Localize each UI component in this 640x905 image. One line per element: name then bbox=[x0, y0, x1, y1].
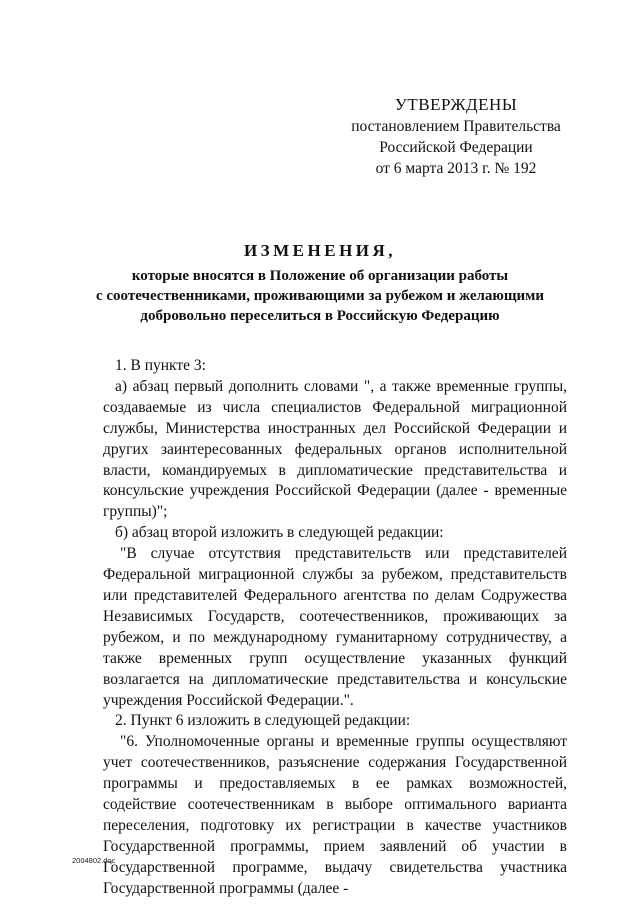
paragraph: а) абзац первый дополнить словами ", а также временные группы, создаваемые из числа специалистов Федеральной миграционной службы, Министерства иностранных дел Российской Федерации и других заинтересованных федеральных органов исполнительной власти, командируемых в дипломатические представительства и консульские учреждения Российской Федерации (далее - временные группы)"; bbox=[103, 377, 567, 521]
approval-line: Российской Федерации bbox=[379, 139, 533, 156]
paragraph: 1. В пункте 3: bbox=[115, 357, 206, 374]
paragraph: б) абзац второй изложить в следующей редакции: bbox=[115, 524, 444, 542]
approval-heading: УТВЕРЖДЕНЫ bbox=[394, 95, 518, 114]
document-body bbox=[103, 356, 567, 900]
subtitle-line: с соотечественниками, проживающими за рубежом и желающими bbox=[95, 288, 545, 304]
paragraph: "В случае отсутствия представительств или представителей Федеральной миграционной службы за рубежом, представительств или представителей Федерального агентства по делам Содружества Независимых Государств, соотечественников, проживающих за рубежом, и по международному гуманитарному сотрудничеству, а также временных групп осуществление указанных функций возлагается на дипломатические представительства и консульские учреждения Российской Федерации.". bbox=[103, 545, 567, 709]
approval-line: постановлением Правительства bbox=[351, 118, 561, 135]
subtitle-line: добровольно переселиться в Российскую Федерацию bbox=[140, 308, 500, 324]
paragraph: "6. Уполномоченные органы и временные группы осуществляют учет соотечественников, разъяснение содержания Государственной программы и предоставляемых в ее рамках возможностей, содействие соотечественникам в выборе оптимального варианта переселения, подготовку их регистрации в качестве участников Государственной программы, прием заявлений об участии в Государственной программе, выдачу свидетельства участника Государственной программы (далее - bbox=[103, 733, 567, 897]
file-name-footer: 2004802.doc bbox=[72, 856, 116, 865]
approval-block bbox=[340, 94, 572, 179]
subtitle-line: которые вносятся в Положение об организации работы bbox=[131, 268, 509, 284]
approval-line: от 6 марта 2013 г. № 192 bbox=[375, 160, 537, 177]
document-title: ИЗМЕНЕНИЯ, bbox=[243, 241, 397, 260]
document-subtitle bbox=[80, 266, 560, 326]
paragraph: 2. Пункт 6 изложить в следующей редакции: bbox=[115, 712, 411, 730]
